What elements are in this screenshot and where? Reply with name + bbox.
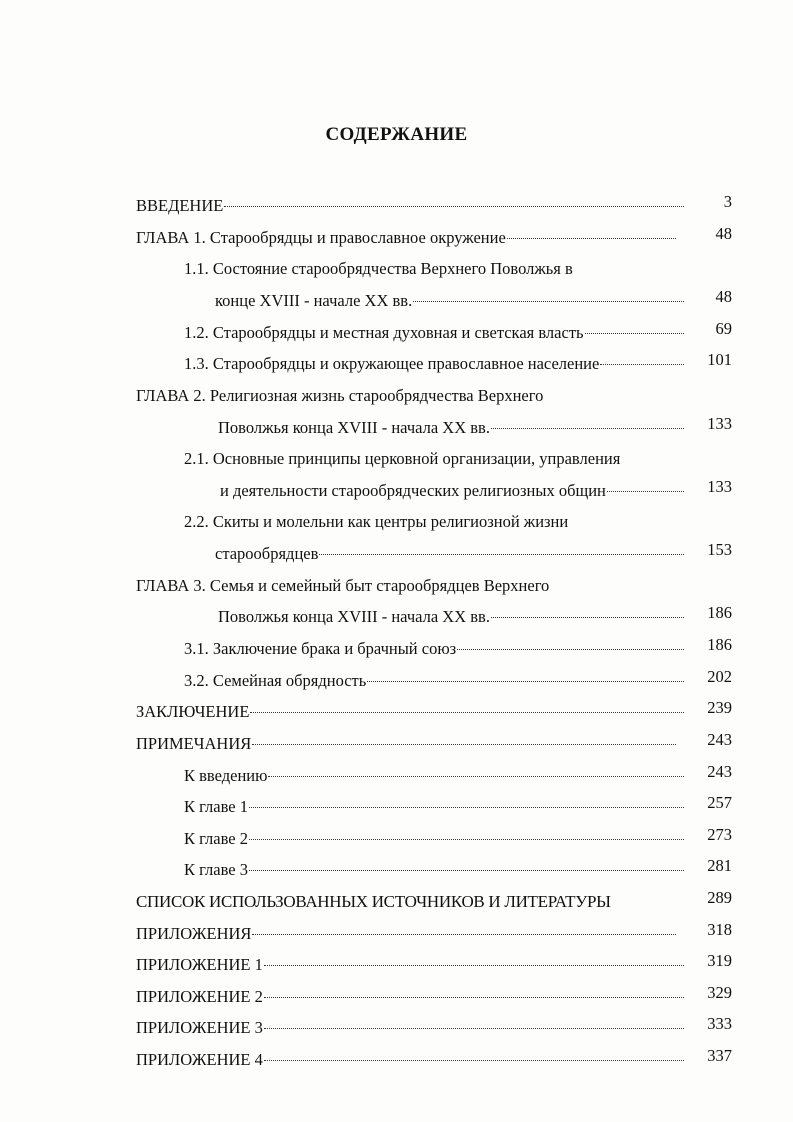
toc-entry: [136, 196, 690, 216]
toc-entry-page: 133: [707, 477, 732, 496]
dot-leader: [252, 744, 676, 745]
toc-entry: [184, 829, 690, 849]
dot-leader: [224, 206, 684, 207]
toc-entry-page: 3: [723, 192, 732, 211]
dot-leader: [249, 807, 684, 808]
dot-leader: [264, 1060, 684, 1061]
toc-entry-page: 239: [707, 698, 732, 717]
toc-entry: [184, 323, 690, 343]
toc-entry: [184, 671, 690, 691]
toc-entry-text: ПРИЛОЖЕНИЕ 2: [136, 987, 263, 1006]
toc-entry: [215, 291, 690, 311]
toc-entry-page: 133: [707, 414, 732, 433]
toc-entry: [220, 481, 690, 501]
dot-leader: [252, 934, 676, 935]
dot-leader: [264, 965, 684, 966]
toc-entry-text: К главе 3: [184, 860, 249, 879]
dot-leader: [585, 333, 684, 334]
toc-entry-text: К главе 1: [184, 797, 249, 816]
toc-entry-page: 329: [707, 983, 732, 1002]
toc-entry-text: ПРИЛОЖЕНИЯ: [136, 924, 252, 943]
toc-entry: [184, 354, 690, 374]
toc-entry: [184, 766, 690, 786]
toc-entry-text: ГЛАВА 3. Семья и семейный быт старообрядцев Верхнего: [136, 576, 550, 595]
toc-entry: [136, 702, 690, 722]
toc-entry-page: 186: [707, 603, 732, 622]
toc-entry-text: 1.1. Состояние старообрядчества Верхнего Поволжья в: [184, 259, 573, 278]
dot-leader: [491, 428, 684, 429]
toc-entry: [136, 955, 690, 975]
toc-entry-text: 3.1. Заключение брака и брачный союз: [184, 639, 457, 658]
toc-entry-text: К введению: [184, 766, 268, 785]
page-title: СОДЕРЖАНИЕ: [325, 124, 468, 145]
toc-entry-text: 1.2. Старообрядцы и местная духовная и светская власть: [184, 323, 584, 342]
toc-entry: [136, 924, 682, 944]
toc-entry-page: 273: [707, 825, 732, 844]
toc-entry: [136, 228, 682, 248]
toc-entry-page: 337: [707, 1046, 732, 1065]
toc-entry: [184, 797, 690, 817]
toc-entry-page: 257: [707, 793, 732, 812]
toc-entry-page: 202: [707, 667, 732, 686]
toc-entry-page: 153: [707, 540, 732, 559]
toc-entry: [184, 860, 690, 880]
toc-entry-text: Поволжья конца XVIII - начала XX вв.: [218, 418, 490, 437]
toc-entry-text: ЗАКЛЮЧЕНИЕ: [136, 702, 250, 721]
dot-leader: [507, 238, 676, 239]
toc-entry-page: 318: [707, 920, 732, 939]
toc-entry: [136, 987, 690, 1007]
toc-entry-text: ГЛАВА 2. Религиозная жизнь старообрядчества Верхнего: [136, 386, 544, 405]
dot-leader: [249, 870, 684, 871]
toc-entry-page: 69: [715, 319, 732, 338]
toc-entry-text: 1.3. Старообрядцы и окружающее православное население: [184, 354, 600, 373]
toc-entry-page: 243: [707, 762, 732, 781]
toc-entry-page: 319: [707, 951, 732, 970]
toc-entry-page: 48: [715, 224, 732, 243]
dot-leader: [250, 712, 684, 713]
toc-entry-text: 2.2. Скиты и молельни как центры религиозной жизни: [184, 512, 569, 531]
dot-leader: [367, 681, 684, 682]
dot-leader: [600, 364, 684, 365]
dot-leader: [607, 491, 684, 492]
toc-entry: [184, 639, 690, 659]
dot-leader: [264, 997, 684, 998]
dot-leader: [413, 301, 684, 302]
toc-entry-text: конце XVIII - начале XX вв.: [215, 291, 413, 310]
toc-entry: [218, 607, 690, 627]
toc-entry: [136, 734, 682, 754]
dot-leader: [457, 649, 684, 650]
toc-entry-page: 289: [707, 888, 732, 907]
toc-entry-text: ПРИЛОЖЕНИЕ 4: [136, 1050, 263, 1069]
dot-leader: [249, 839, 684, 840]
toc-entry-text: ПРИЛОЖЕНИЕ 1: [136, 955, 263, 974]
toc-entry-page: 186: [707, 635, 732, 654]
dot-leader: [491, 617, 684, 618]
toc-entry-page: 243: [707, 730, 732, 749]
toc-entry-page: 333: [707, 1014, 732, 1033]
toc-entry: [215, 544, 690, 564]
toc-entry-text: СПИСОК ИСПОЛЬЗОВАННЫХ ИСТОЧНИКОВ И ЛИТЕРАТУРЫ: [136, 892, 611, 911]
toc-entry: [136, 1018, 690, 1038]
toc-entry-text: ГЛАВА 1. Старообрядцы и православное окружение: [136, 228, 506, 247]
toc-entry-page: 101: [707, 350, 732, 369]
toc-entry: [136, 1050, 690, 1070]
dot-leader: [264, 1028, 684, 1029]
toc-entry-text: ПРИЛОЖЕНИЕ 3: [136, 1018, 263, 1037]
toc-entry: [218, 418, 690, 438]
toc-entry-text: и деятельности старообрядческих религиозных общин: [220, 481, 606, 500]
toc-entry-text: К главе 2: [184, 829, 249, 848]
dot-leader: [319, 554, 684, 555]
toc-entry-page: 48: [715, 287, 732, 306]
dot-leader: [268, 776, 684, 777]
toc-entry-text: ВВЕДЕНИЕ: [136, 196, 224, 215]
toc-entry-text: Поволжья конца XVIII - начала XX вв.: [218, 607, 490, 626]
toc-entry-text: ПРИМЕЧАНИЯ: [136, 734, 252, 753]
toc-entry-text: старообрядцев: [215, 544, 319, 563]
toc-entry-page: 281: [707, 856, 732, 875]
toc-entry-text: 3.2. Семейная обрядность: [184, 671, 367, 690]
toc-entry-text: 2.1. Основные принципы церковной организации, управления: [184, 449, 621, 468]
